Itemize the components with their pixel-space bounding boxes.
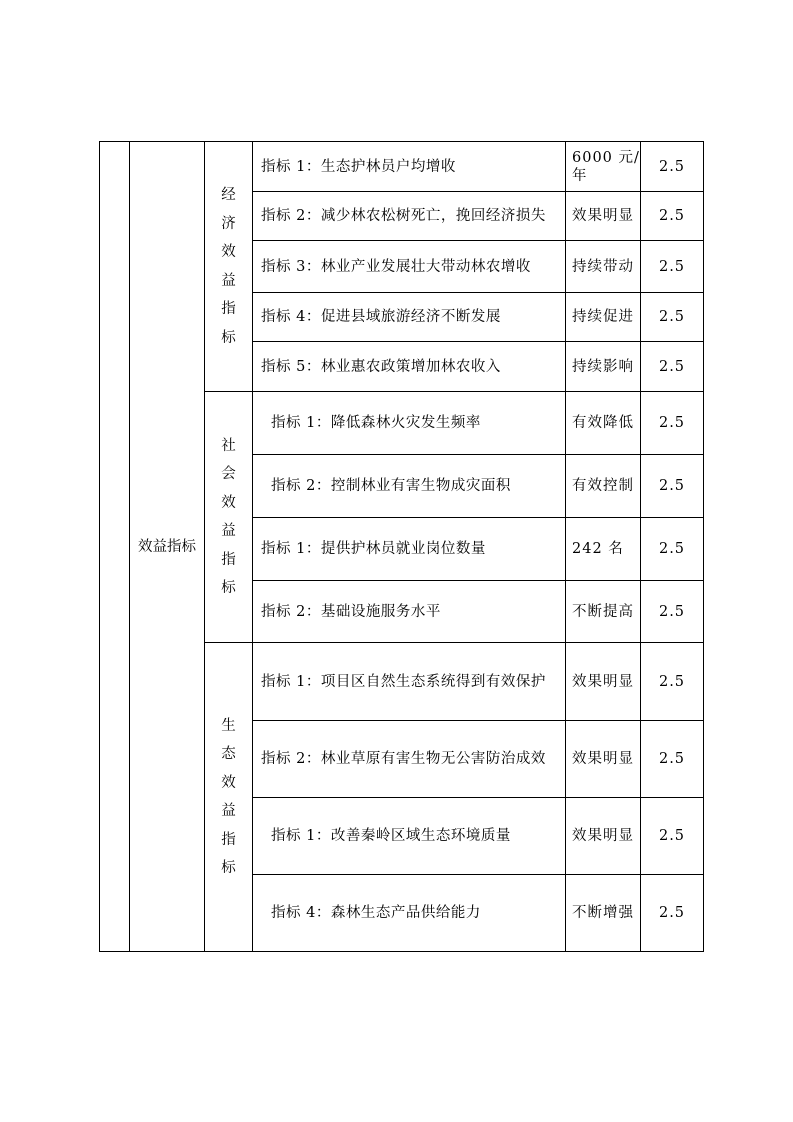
indicator-cell: 指标 3：林业产业发展壮大带动林农增收 <box>253 241 566 293</box>
economic-benefit-category: 经 济 效 益 指 标 <box>205 142 253 392</box>
indicator-cell: 指标 2：减少林农松树死亡，挽回经济损失 <box>253 192 566 241</box>
score-cell: 2.5 <box>641 392 704 455</box>
table-row <box>100 142 704 192</box>
score-cell: 2.5 <box>641 518 704 581</box>
blank-left-column <box>100 142 130 952</box>
target-cell: 有效控制 <box>566 455 641 518</box>
indicator-cell: 指标 5：林业惠农政策增加林农收入 <box>253 342 566 392</box>
indicator-cell: 指标 1：改善秦岭区域生态环境质量 <box>253 798 566 875</box>
target-cell: 6000 元/年 <box>566 142 641 192</box>
score-cell: 2.5 <box>641 342 704 392</box>
score-cell: 2.5 <box>641 798 704 875</box>
score-cell: 2.5 <box>641 875 704 952</box>
indicator-cell: 指标 1：降低森林火灾发生频率 <box>253 392 566 455</box>
indicator-cell: 指标 2：林业草原有害生物无公害防治成效 <box>253 721 566 798</box>
score-cell: 2.5 <box>641 721 704 798</box>
score-cell: 2.5 <box>641 643 704 721</box>
target-cell: 效果明显 <box>566 192 641 241</box>
score-cell: 2.5 <box>641 192 704 241</box>
ecological-benefit-category: 生 态 效 益 指 标 <box>205 643 253 952</box>
indicator-cell: 指标 2：基础设施服务水平 <box>253 581 566 643</box>
indicator-cell: 指标 4：促进县域旅游经济不断发展 <box>253 293 566 342</box>
target-cell: 效果明显 <box>566 721 641 798</box>
level1-category <box>130 142 205 952</box>
target-cell: 效果明显 <box>566 643 641 721</box>
social-benefit-category: 社 会 效 益 指 标 <box>205 392 253 643</box>
target-cell: 效果明显 <box>566 798 641 875</box>
indicator-cell: 指标 1：生态护林员户均增收 <box>253 142 566 192</box>
indicator-cell: 指标 2：控制林业有害生物成灾面积 <box>253 455 566 518</box>
score-cell: 2.5 <box>641 293 704 342</box>
indicator-cell: 指标 1：提供护林员就业岗位数量 <box>253 518 566 581</box>
level1-label: 效益指标 <box>138 538 196 555</box>
target-cell: 不断提高 <box>566 581 641 643</box>
score-cell: 2.5 <box>641 581 704 643</box>
target-cell: 不断增强 <box>566 875 641 952</box>
score-cell: 2.5 <box>641 142 704 192</box>
target-cell: 持续促进 <box>566 293 641 342</box>
target-cell: 242 名 <box>566 518 641 581</box>
target-cell: 持续带动 <box>566 241 641 293</box>
score-cell: 2.5 <box>641 455 704 518</box>
indicator-cell: 指标 1：项目区自然生态系统得到有效保护 <box>253 643 566 721</box>
target-cell: 有效降低 <box>566 392 641 455</box>
indicator-cell: 指标 4：森林生态产品供给能力 <box>253 875 566 952</box>
target-cell: 持续影响 <box>566 342 641 392</box>
performance-indicator-table <box>99 141 704 952</box>
score-cell: 2.5 <box>641 241 704 293</box>
